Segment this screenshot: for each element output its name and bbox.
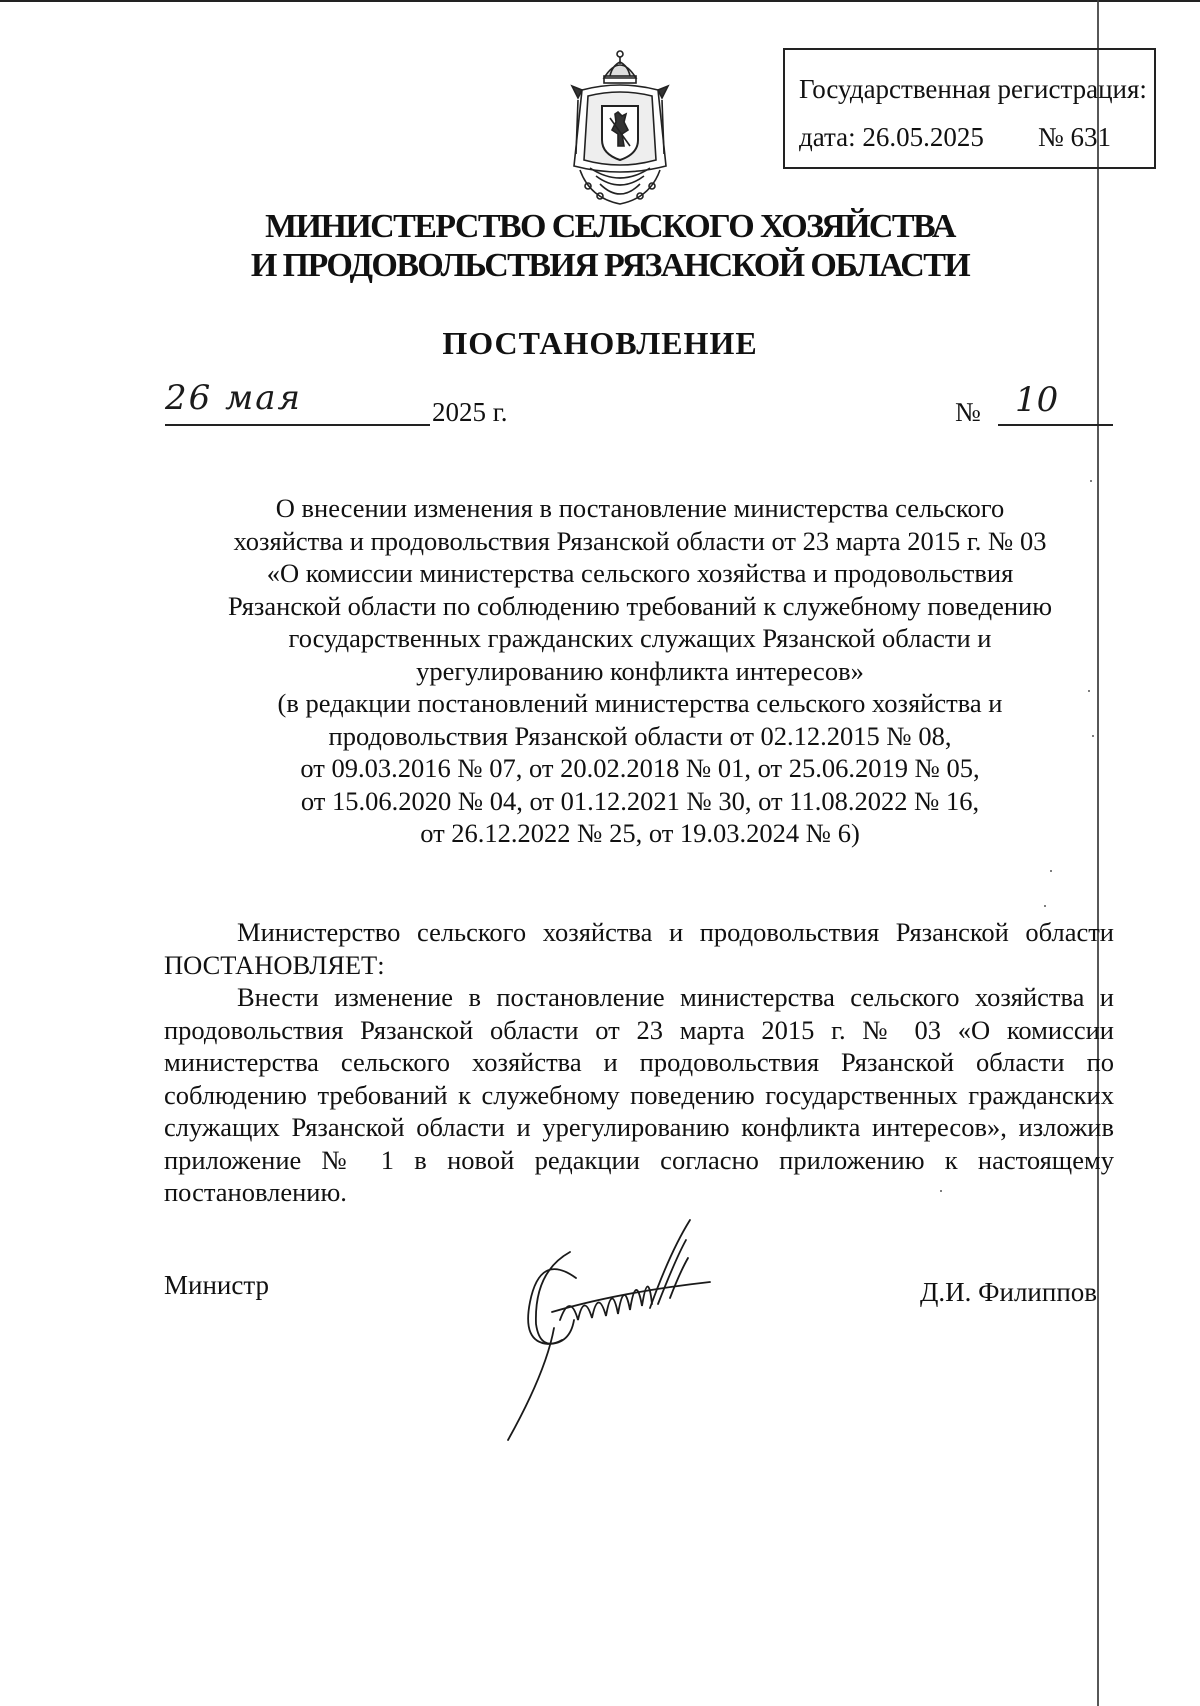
- date-underline: [165, 424, 430, 426]
- handwritten-date: 26 мая: [165, 378, 303, 418]
- scan-edge: [0, 0, 1200, 2]
- subject-line: хозяйства и продовольствия Рязанской области от 23 марта 2015 г. № 03: [233, 525, 1047, 556]
- subject-line: от 15.06.2020 № 04, от 01.12.2021 № 30, от 11.08.2022 № 16,: [300, 785, 980, 816]
- scan-speck: [1050, 870, 1052, 872]
- subject-line: от 09.03.2016 № 07, от 20.02.2018 № 01, от 25.06.2019 № 05,: [300, 753, 980, 783]
- signatory-title: Министр: [164, 1270, 269, 1300]
- subject-line: государственных гражданских служащих Рязанской области и: [288, 623, 992, 653]
- registration-number: № 631: [1038, 122, 1112, 152]
- subject-line: от 26.12.2022 № 25, от 19.03.2024 № 6): [420, 818, 860, 848]
- registration-date: дата: 26.05.2025: [799, 122, 984, 152]
- subject-line: «О комиссии министерства сельского хозяйства и продовольствия: [266, 558, 1014, 588]
- document-subject: [180, 492, 1100, 850]
- document-body: [164, 916, 1114, 1209]
- ministry-name-line-1: МИНИСТЕРСТВО СЕЛЬСКОГО ХОЗЯЙСТВА: [265, 208, 955, 245]
- subject-line: урегулированию конфликта интересов»: [416, 655, 864, 686]
- handwritten-number: 10: [1015, 380, 1059, 420]
- number-underline: [998, 424, 1113, 426]
- subject-line: (в редакции постановлений министерства сельского хозяйства и: [277, 688, 1003, 718]
- scan-line-artifact: [1097, 0, 1099, 1706]
- body-paragraph: Министерство сельского хозяйства и продовольствия Рязанской области ПОСТАНОВЛЯЕТ:: [164, 917, 1114, 980]
- registration-title: Государственная регистрация:: [799, 74, 1147, 104]
- scan-speck: [1044, 905, 1046, 907]
- ministry-name-line-2: И ПРОДОВОЛЬСТВИЯ РЯЗАНСКОЙ ОБЛАСТИ: [250, 247, 970, 284]
- signatory-name: Д.И. Филиппов: [920, 1277, 1098, 1307]
- document-type: ПОСТАНОВЛЕНИЕ: [442, 325, 758, 361]
- coat-of-arms-icon: [560, 48, 680, 208]
- document-year: 2025 г.: [432, 397, 508, 427]
- subject-line: продовольствия Рязанской области от 02.12.2015 № 08,: [328, 720, 952, 751]
- scan-speck: [1090, 480, 1092, 482]
- registration-stamp: [783, 48, 1156, 169]
- handwritten-signature: [500, 1212, 760, 1452]
- body-paragraph: Внести изменение в постановление министерства сельского хозяйства и продовольствия Рязанской области от 23 марта 2015 г. № 03 «О комиссии министерства сельского хозяйства и продовольствия Рязанской области по соблюдению требований к служебному поведению государственных гражданских служащих Рязанской области и урегулированию конфликта интересов», изложив приложение № 1 в новой редакции согласно приложению к настоящему постановлению.: [164, 982, 1114, 1207]
- subject-line: Рязанской области по соблюдению требований к служебному поведению: [228, 590, 1052, 621]
- subject-line: О внесении изменения в постановление министерства сельского: [275, 493, 1005, 523]
- number-label: №: [955, 397, 981, 427]
